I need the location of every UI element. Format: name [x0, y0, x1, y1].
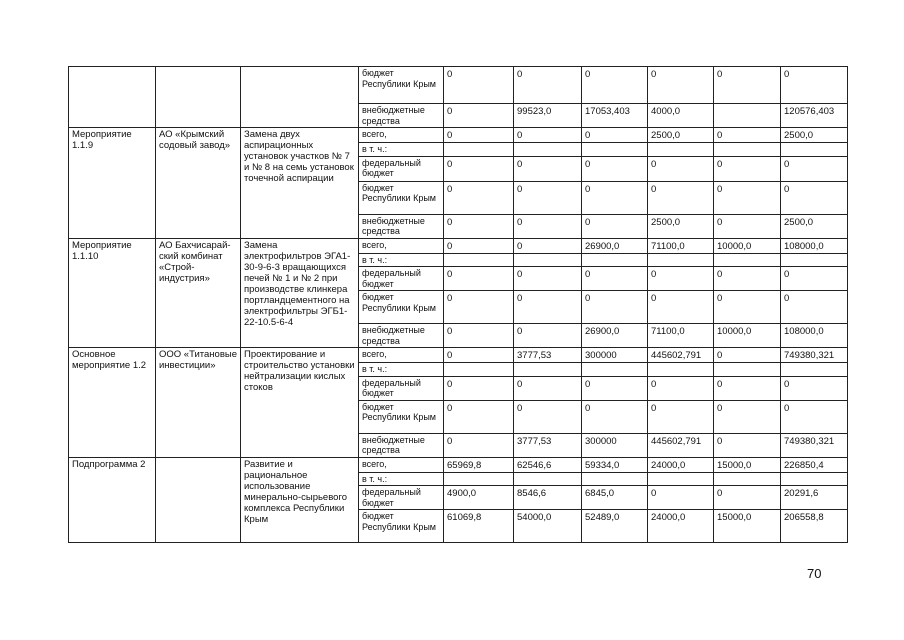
value-cell: 0 [781, 267, 848, 291]
funding-source-cell: всего, [359, 238, 444, 253]
description-cell: Развитие и рациональное использование минерально-сырьевого комплекса Республики Крым [241, 457, 359, 543]
value-cell: 0 [582, 267, 648, 291]
value-cell: 0 [444, 156, 514, 181]
value-cell: 0 [444, 348, 514, 363]
value-cell [444, 363, 514, 377]
value-cell: 26900,0 [582, 238, 648, 253]
value-cell: 0 [648, 400, 714, 433]
value-cell: 0 [514, 128, 582, 143]
value-cell: 0 [714, 214, 781, 238]
funding-source-cell: в т. ч.: [359, 253, 444, 267]
value-cell [444, 253, 514, 267]
value-cell [648, 253, 714, 267]
funding-source-cell: внебюджетные средства [359, 104, 444, 128]
value-cell: 0 [444, 181, 514, 214]
value-cell: 0 [444, 433, 514, 457]
value-cell: 0 [444, 267, 514, 291]
value-cell: 120576,403 [781, 104, 848, 128]
value-cell [582, 253, 648, 267]
value-cell [514, 472, 582, 486]
value-cell [648, 143, 714, 157]
table-row [69, 348, 848, 363]
value-cell: 15000,0 [714, 510, 781, 543]
value-cell: 71100,0 [648, 324, 714, 348]
value-cell: 3777,53 [514, 348, 582, 363]
value-cell: 0 [582, 214, 648, 238]
value-cell: 62546,6 [514, 457, 582, 472]
value-cell: 59334,0 [582, 457, 648, 472]
funding-source-cell: бюджет Республики Крым [359, 400, 444, 433]
funding-source-cell: бюджет Республики Крым [359, 181, 444, 214]
description-cell: Замена электрофильтров ЭГА1-30-9-6-3 вращающихся печей № 1 и № 2 при производстве клинкера портландцементного на электрофильтры ЭГБ1-22-10.5-6-4 [241, 238, 359, 348]
value-cell: 65969,8 [444, 457, 514, 472]
value-cell: 0 [648, 376, 714, 400]
value-cell: 54000,0 [514, 510, 582, 543]
value-cell: 749380,321 [781, 433, 848, 457]
table-row [69, 457, 848, 472]
value-cell: 0 [781, 291, 848, 324]
value-cell: 0 [781, 400, 848, 433]
measure-name-cell: Мероприятие 1.1.10 [69, 238, 156, 348]
value-cell: 300000 [582, 348, 648, 363]
table-row [69, 238, 848, 253]
value-cell: 0 [714, 181, 781, 214]
value-cell: 0 [582, 181, 648, 214]
value-cell: 2500,0 [781, 214, 848, 238]
value-cell [444, 143, 514, 157]
value-cell: 0 [514, 181, 582, 214]
table-row [69, 128, 848, 143]
value-cell: 0 [648, 181, 714, 214]
value-cell: 0 [444, 128, 514, 143]
description-cell: Замена двух аспирационных установок участков № 7 и № 8 на семь установок точечной аспирации [241, 128, 359, 239]
value-cell: 0 [714, 128, 781, 143]
value-cell [781, 363, 848, 377]
value-cell: 4900,0 [444, 486, 514, 510]
value-cell: 0 [514, 67, 582, 104]
value-cell [514, 143, 582, 157]
funding-source-cell: федеральный бюджет [359, 156, 444, 181]
value-cell: 10000,0 [714, 324, 781, 348]
funding-source-cell: федеральный бюджет [359, 376, 444, 400]
value-cell: 0 [444, 214, 514, 238]
value-cell: 0 [781, 181, 848, 214]
value-cell: 26900,0 [582, 324, 648, 348]
value-cell: 0 [444, 376, 514, 400]
value-cell: 0 [582, 67, 648, 104]
value-cell: 0 [582, 376, 648, 400]
value-cell: 0 [444, 67, 514, 104]
funding-source-cell: внебюджетные средства [359, 214, 444, 238]
value-cell: 0 [444, 291, 514, 324]
value-cell: 206558,8 [781, 510, 848, 543]
funding-source-cell: бюджет Республики Крым [359, 67, 444, 104]
value-cell: 0 [714, 67, 781, 104]
measure-name-cell: Основное мероприятие 1.2 [69, 348, 156, 458]
table-row [69, 67, 848, 104]
measure-name-cell: Подпрограмма 2 [69, 457, 156, 543]
executor-cell: АО Бахчисарай-ский комбинат «Строй-индустрия» [156, 238, 241, 348]
value-cell: 10000,0 [714, 238, 781, 253]
value-cell: 24000,0 [648, 510, 714, 543]
funding-source-cell: в т. ч.: [359, 363, 444, 377]
value-cell: 0 [648, 156, 714, 181]
value-cell: 0 [444, 104, 514, 128]
value-cell [648, 363, 714, 377]
value-cell: 4000,0 [648, 104, 714, 128]
value-cell [781, 472, 848, 486]
value-cell: 300000 [582, 433, 648, 457]
value-cell: 0 [514, 238, 582, 253]
value-cell [582, 472, 648, 486]
value-cell [714, 104, 781, 128]
value-cell: 99523,0 [514, 104, 582, 128]
value-cell [714, 253, 781, 267]
value-cell: 15000,0 [714, 457, 781, 472]
value-cell: 445602,791 [648, 348, 714, 363]
value-cell: 61069,8 [444, 510, 514, 543]
value-cell: 8546,6 [514, 486, 582, 510]
value-cell [714, 143, 781, 157]
description-cell [241, 67, 359, 128]
value-cell [514, 253, 582, 267]
value-cell: 0 [444, 324, 514, 348]
funding-source-cell: в т. ч.: [359, 472, 444, 486]
value-cell: 3777,53 [514, 433, 582, 457]
funding-source-cell: в т. ч.: [359, 143, 444, 157]
value-cell: 0 [514, 156, 582, 181]
value-cell: 0 [514, 291, 582, 324]
value-cell: 0 [714, 433, 781, 457]
value-cell [781, 143, 848, 157]
value-cell: 0 [714, 267, 781, 291]
value-cell [781, 253, 848, 267]
measure-name-cell: Мероприятие 1.1.9 [69, 128, 156, 239]
value-cell: 2500,0 [648, 128, 714, 143]
measure-name-cell [69, 67, 156, 128]
value-cell: 0 [714, 156, 781, 181]
value-cell: 0 [714, 291, 781, 324]
value-cell: 0 [648, 291, 714, 324]
value-cell [514, 363, 582, 377]
value-cell: 0 [514, 376, 582, 400]
value-cell: 71100,0 [648, 238, 714, 253]
funding-source-cell: всего, [359, 457, 444, 472]
funding-table [68, 66, 848, 543]
funding-source-cell: внебюджетные средства [359, 433, 444, 457]
executor-cell: ООО «Титановые инвестиции» [156, 348, 241, 458]
value-cell: 749380,321 [781, 348, 848, 363]
value-cell: 0 [781, 376, 848, 400]
value-cell: 0 [582, 291, 648, 324]
value-cell: 0 [714, 376, 781, 400]
value-cell: 0 [582, 156, 648, 181]
value-cell: 0 [714, 486, 781, 510]
value-cell: 20291,6 [781, 486, 848, 510]
value-cell: 0 [514, 267, 582, 291]
value-cell: 17053,403 [582, 104, 648, 128]
funding-source-cell: внебюджетные средства [359, 324, 444, 348]
value-cell [648, 472, 714, 486]
value-cell [582, 143, 648, 157]
value-cell [444, 472, 514, 486]
value-cell: 108000,0 [781, 238, 848, 253]
value-cell: 0 [514, 324, 582, 348]
value-cell: 108000,0 [781, 324, 848, 348]
page-number: 70 [807, 566, 822, 581]
funding-source-cell: федеральный бюджет [359, 486, 444, 510]
value-cell: 0 [648, 486, 714, 510]
value-cell: 445602,791 [648, 433, 714, 457]
funding-source-cell: всего, [359, 128, 444, 143]
value-cell: 2500,0 [781, 128, 848, 143]
value-cell: 0 [582, 128, 648, 143]
value-cell: 0 [648, 267, 714, 291]
value-cell: 24000,0 [648, 457, 714, 472]
executor-cell [156, 457, 241, 543]
executor-cell: АО «Крымский содовый завод» [156, 128, 241, 239]
value-cell: 0 [582, 400, 648, 433]
value-cell [714, 363, 781, 377]
funding-source-cell: бюджет Республики Крым [359, 291, 444, 324]
value-cell: 0 [648, 67, 714, 104]
description-cell: Проектирование и строительство установки нейтрализации кислых стоков [241, 348, 359, 458]
value-cell: 52489,0 [582, 510, 648, 543]
funding-source-cell: федеральный бюджет [359, 267, 444, 291]
funding-source-cell: бюджет Республики Крым [359, 510, 444, 543]
value-cell: 0 [514, 400, 582, 433]
value-cell: 0 [781, 67, 848, 104]
value-cell: 6845,0 [582, 486, 648, 510]
value-cell: 0 [514, 214, 582, 238]
value-cell: 0 [781, 156, 848, 181]
value-cell [714, 472, 781, 486]
value-cell: 0 [444, 238, 514, 253]
value-cell: 0 [444, 400, 514, 433]
value-cell: 2500,0 [648, 214, 714, 238]
funding-source-cell: всего, [359, 348, 444, 363]
value-cell: 226850,4 [781, 457, 848, 472]
value-cell: 0 [714, 348, 781, 363]
value-cell: 0 [714, 400, 781, 433]
value-cell [582, 363, 648, 377]
executor-cell [156, 67, 241, 128]
